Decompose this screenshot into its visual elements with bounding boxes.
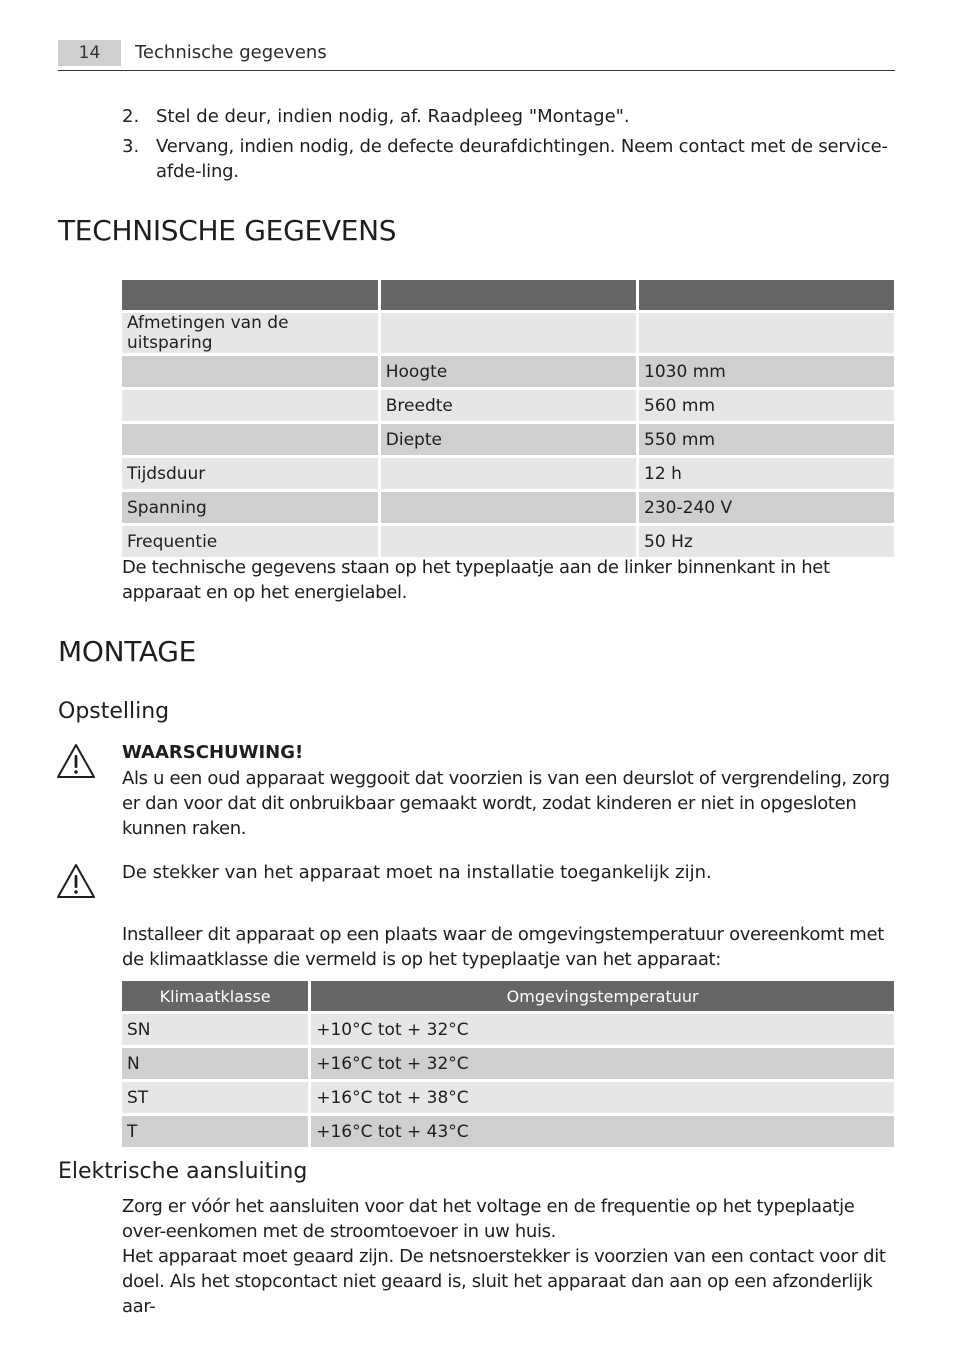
header-divider bbox=[58, 70, 895, 71]
list-item-number: 3. bbox=[122, 136, 140, 157]
tech-heading: TECHNISCHE GEGEVENS bbox=[58, 214, 397, 247]
tech-header-cell bbox=[639, 280, 894, 310]
table-cell: +16°C tot + 32°C bbox=[311, 1048, 894, 1079]
table-row bbox=[122, 390, 894, 421]
table-cell: 560 mm bbox=[639, 390, 894, 421]
opstelling-heading: Opstelling bbox=[58, 699, 170, 724]
table-cell bbox=[122, 424, 378, 455]
table-row bbox=[122, 1082, 894, 1113]
table-cell: 550 mm bbox=[639, 424, 894, 455]
list-item-number: 2. bbox=[122, 106, 140, 127]
table-row bbox=[122, 356, 894, 387]
table-cell: T bbox=[122, 1116, 308, 1147]
warning-icon bbox=[56, 743, 96, 779]
table-cell: Tijdsduur bbox=[122, 458, 378, 489]
table-row bbox=[122, 492, 894, 523]
elektrisch-heading: Elektrische aansluiting bbox=[58, 1159, 308, 1184]
table-cell: SN bbox=[122, 1014, 308, 1045]
table-cell bbox=[381, 492, 636, 523]
caution-icon bbox=[56, 863, 96, 899]
table-cell bbox=[381, 313, 636, 353]
tech-header-cell bbox=[122, 280, 378, 310]
climate-table-header bbox=[122, 981, 894, 1011]
warning-title: WAARSCHUWING! bbox=[122, 742, 304, 763]
montage-heading: MONTAGE bbox=[58, 635, 197, 668]
table-row bbox=[122, 526, 894, 557]
tech-table bbox=[119, 277, 897, 560]
table-cell: ST bbox=[122, 1082, 308, 1113]
tech-note: De technische gegevens staan op het typeplaatje aan de linker binnenkant in het apparaat en op het energielabel. bbox=[122, 557, 830, 603]
warning-text: Als u een oud apparaat weggooit dat voorzien is van een deurslot of vergrendeling, zorg er dan voor dat dit onbruikbaar gemaakt wordt, zodat kinderen er niet in opgesloten kunnen raken. bbox=[122, 768, 890, 839]
table-cell: +10°C tot + 32°C bbox=[311, 1014, 894, 1045]
climate-header-class: Klimaatklasse bbox=[122, 981, 308, 1011]
table-cell: Frequentie bbox=[122, 526, 378, 557]
table-cell: 50 Hz bbox=[639, 526, 894, 557]
list-item-text: Vervang, indien nodig, de defecte deurafdichtingen. Neem contact met de service-afde-ling. bbox=[156, 136, 888, 182]
table-cell: Breedte bbox=[381, 390, 636, 421]
tech-table-header bbox=[122, 280, 894, 310]
table-row bbox=[122, 458, 894, 489]
climate-table bbox=[119, 978, 897, 1150]
table-cell: 230-240 V bbox=[639, 492, 894, 523]
table-cell bbox=[381, 458, 636, 489]
table-cell: 12 h bbox=[639, 458, 894, 489]
elektrisch-para-1: Zorg er vóór het aansluiten voor dat het voltage en de frequentie op het typeplaatje over-eenkomen met de stroomtoevoer in uw huis. bbox=[122, 1196, 855, 1242]
caution-text: De stekker van het apparaat moet na installatie toegankelijk zijn. bbox=[122, 862, 712, 883]
page-number: 14 bbox=[58, 40, 121, 66]
table-cell: Afmetingen van de uitsparing bbox=[122, 313, 378, 353]
tech-header-cell bbox=[381, 280, 636, 310]
table-row bbox=[122, 1116, 894, 1147]
table-cell: Diepte bbox=[381, 424, 636, 455]
install-text: Installeer dit apparaat op een plaats waar de omgevingstemperatuur overeenkomt met de klimaatklasse die vermeld is op het typeplaatje van het apparaat: bbox=[122, 924, 884, 970]
table-cell: +16°C tot + 38°C bbox=[311, 1082, 894, 1113]
header-section-title: Technische gegevens bbox=[135, 42, 327, 63]
table-cell: N bbox=[122, 1048, 308, 1079]
list-item-text: Stel de deur, indien nodig, af. Raadpleeg "Montage". bbox=[156, 106, 630, 127]
table-cell bbox=[122, 390, 378, 421]
table-cell: Spanning bbox=[122, 492, 378, 523]
table-cell bbox=[381, 526, 636, 557]
table-cell: Hoogte bbox=[381, 356, 636, 387]
elektrisch-para-2: Het apparaat moet geaard zijn. De netsnoerstekker is voorzien van een contact voor dit doel. Als het stopcontact niet geaard is, sluit het apparaat dan aan op een afzonderlijk aar- bbox=[122, 1246, 886, 1317]
table-cell bbox=[122, 356, 378, 387]
climate-header-temperature: Omgevingstemperatuur bbox=[311, 981, 894, 1011]
table-row bbox=[122, 1048, 894, 1079]
table-row bbox=[122, 1014, 894, 1045]
table-cell bbox=[639, 313, 894, 353]
table-row bbox=[122, 313, 894, 353]
table-cell: +16°C tot + 43°C bbox=[311, 1116, 894, 1147]
table-cell: 1030 mm bbox=[639, 356, 894, 387]
table-row bbox=[122, 424, 894, 455]
